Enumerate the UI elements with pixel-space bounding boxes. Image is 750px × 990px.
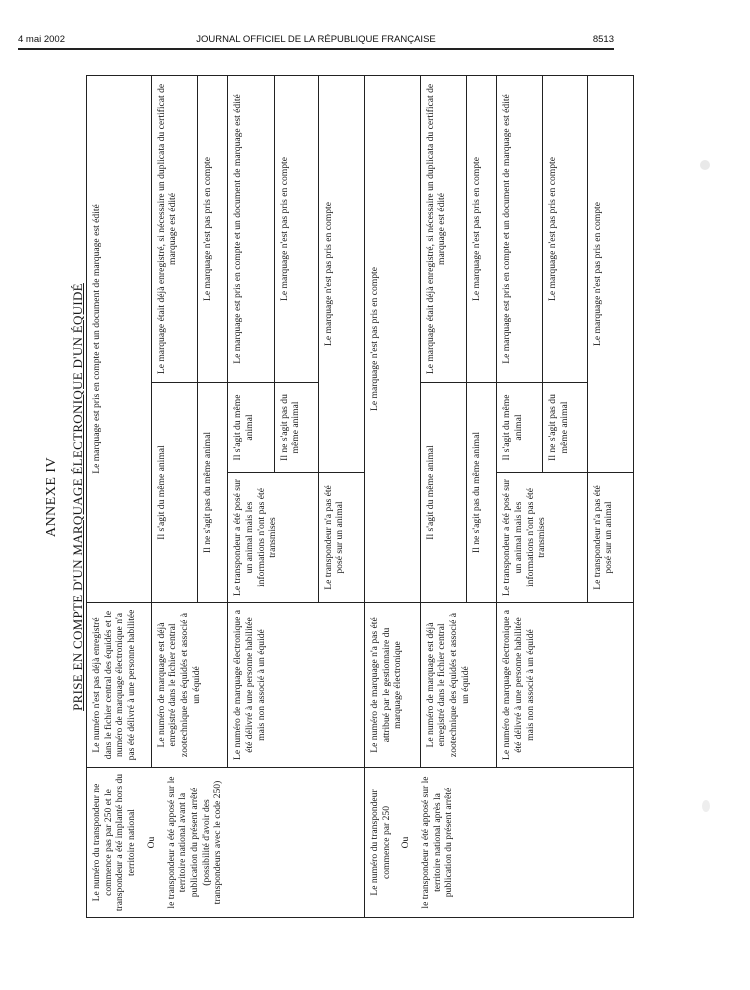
g1r3-col3c: Le transpondeur n'a pas été posé sur un animal <box>318 473 364 603</box>
group2-ou: Ou <box>400 836 412 849</box>
g2r2-col3a: Il s'agit du même animal <box>420 383 466 603</box>
g1r2-col2: Le numéro de marquage est déjà enregistré dans le fichier central zootechnique des équidés et associé à un équidé <box>151 603 228 768</box>
g1r2-result-b: Le marquage n'est pas pris en compte <box>198 76 228 383</box>
table-row <box>87 76 152 918</box>
g2r1-result: Le marquage n'est pas pris en compte <box>364 76 420 603</box>
g2r1-col2: Le numéro de marquage n'a pas été attribué par le gestionnaire du marquage électronique <box>364 603 420 768</box>
paper-blemish <box>702 800 710 812</box>
page-date: 4 mai 2002 <box>18 34 66 45</box>
group1-condition-top: Le numéro du transpondeur ne commence pas par 250 et le transpondeur a été implanté hors du territoire national <box>91 773 138 912</box>
g2r3-col4b: Il ne s'agit pas du même animal <box>543 383 587 473</box>
group1-condition <box>87 768 365 918</box>
g2r2-col3b: Il ne s'agit pas du même animal <box>466 383 496 603</box>
g2r3-result-b: Le marquage n'est pas pris en compte <box>543 76 587 383</box>
g1r2-col3a: Il s'agit du même animal <box>151 383 197 603</box>
g1r1-col2: Le numéro n'est pas déjà enregistré dans le fichier central des équidés et le numéro de marquage électronique n'a pas été délivré à une personne habilitée <box>87 603 152 768</box>
annex-table <box>86 75 634 918</box>
g2r2-result-a: Le marquage était déjà enregistré, si nécessaire un duplicata du certificat de marquage est édité <box>420 76 466 383</box>
annex-title: ANNEXE IV <box>44 456 59 538</box>
g1r3-col4b: Il ne s'agit pas du même animal <box>274 383 318 473</box>
table-row <box>364 76 420 918</box>
g2r3-col2: Le numéro de marquage électronique a été délivré à une personne habilitée mais non associé à un équidé <box>497 603 634 768</box>
rotated-annex <box>40 62 650 932</box>
table-title: PRISE EN COMPTE D'UN MARQUAGE ÉLECTRONIQUE D'UN ÉQUIDÉ <box>70 283 85 711</box>
g1r3-result-b: Le marquage n'est pas pris en compte <box>274 76 318 383</box>
g2r3-col3a: Le transpondeur a été posé sur un animal mais les informations n'ont pas été transmises <box>497 473 587 603</box>
running-head <box>18 34 614 48</box>
page-number: 8513 <box>592 34 614 45</box>
g2r3-col3c: Le transpondeur n'a pas été posé sur un animal <box>587 473 633 603</box>
g1r2-col3b: Il ne s'agit pas du même animal <box>198 383 228 603</box>
group2-condition-top: Le numéro du transpondeur commence par 250 <box>368 789 392 896</box>
header-rule <box>18 48 614 50</box>
g1r3-col3a: Le transpondeur a été posé sur un animal mais les informations n'ont pas été transmises <box>228 473 318 603</box>
g2r2-result-b: Le marquage n'est pas pris en compte <box>466 76 496 383</box>
group1-condition-bottom: le transpondeur a été apposé sur le territoire national avant la publication du présent arrêté (possibilité d'avoir des transpondeurs avec le code 250) <box>165 776 224 909</box>
g1r3-col2: Le numéro de marquage électronique a été délivré à une personne habilitée mais non associé à un équidé <box>228 603 365 768</box>
g1r3-result-c: Le marquage n'est pas pris en compte <box>318 76 364 473</box>
g1r3-result-a: Le marquage est pris en compte et un document de marquage est édité <box>228 76 274 383</box>
g1r3-col4a: Il s'agit du même animal <box>228 383 274 473</box>
g2r3-col4a: Il s'agit du même animal <box>497 383 543 473</box>
g2r2-col2: Le numéro de marquage est déjà enregistré dans le fichier central zootechnique des équidés et associé à un équidé <box>420 603 497 768</box>
journal-title: JOURNAL OFFICIEL DE LA RÉPUBLIQUE FRANÇAISE <box>196 34 436 45</box>
paper-blemish <box>700 160 710 170</box>
group2-condition <box>364 768 633 918</box>
g2r3-result-a: Le marquage est pris en compte et un document de marquage est édité <box>497 76 543 383</box>
group2-condition-bottom: le transpondeur a été apposé sur le territoire national après la publication du présent arrêté <box>420 776 455 909</box>
g1r1-result: Le marquage est pris en compte et un document de marquage est édité <box>87 76 152 603</box>
group1-ou: Ou <box>145 836 157 849</box>
g1r2-result-a: Le marquage était déjà enregistré, si nécessaire un duplicata du certificat de marquage est édité <box>151 76 197 383</box>
g2r3-result-c: Le marquage n'est pas pris en compte <box>587 76 633 473</box>
